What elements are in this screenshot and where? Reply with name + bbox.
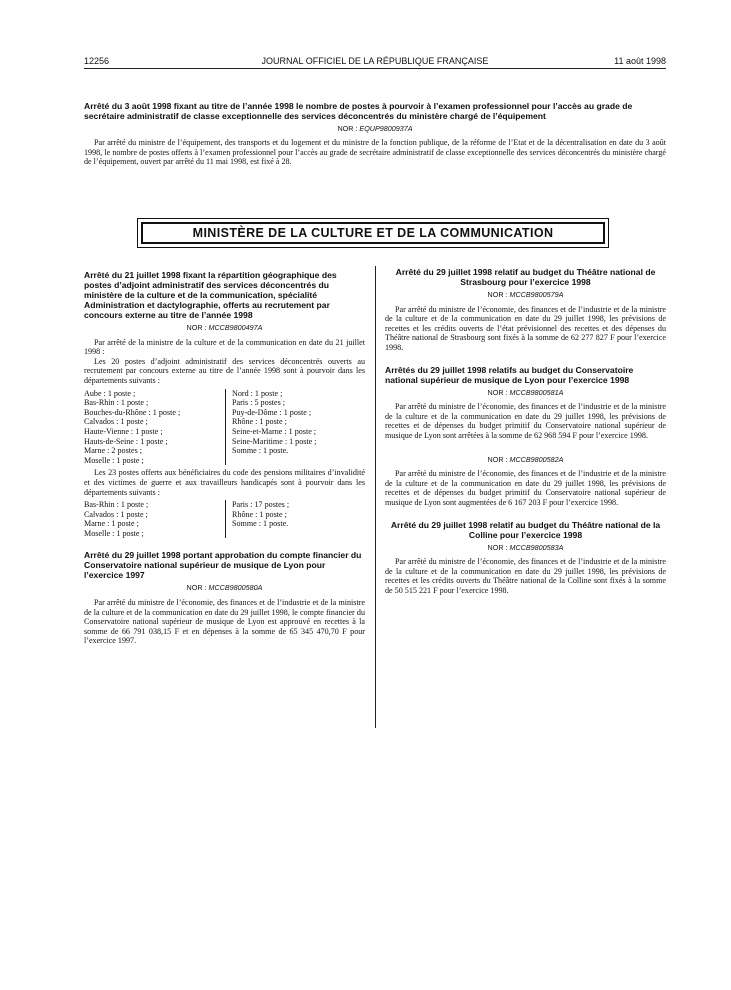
departments-list xyxy=(84,500,365,538)
issue-date: 11 août 1998 xyxy=(614,56,666,66)
paragraph: Par arrêté de la ministre de la culture et de la communication en date du 21 juillet 1998 : xyxy=(84,337,365,357)
list-item: Somme : 1 poste. xyxy=(232,446,289,456)
list-item: Calvados : 1 poste ; xyxy=(84,509,148,519)
article-title: Arrêté du 29 juillet 1998 relatif au budget du Théâtre national de la Colline pour l’exercice 1998 xyxy=(390,519,661,540)
list-item: Bouches-du-Rhône : 1 poste ; xyxy=(84,407,181,417)
list-item: Paris : 5 postes ; xyxy=(232,398,286,408)
article-nor xyxy=(385,388,666,398)
list-item: Marne : 2 postes ; xyxy=(84,446,142,456)
list-item: Rhône : 1 poste ; xyxy=(232,417,287,427)
nor-code: MCCB9800580A xyxy=(208,583,263,593)
list-item: Paris : 17 postes ; xyxy=(232,500,290,510)
paragraph: Les 20 postes d’adjoint administratif des services déconcentrés ouverts au recrutement par concours externe au titre de l’année 1998 sont à pourvoir dans les départements suivants : xyxy=(84,356,365,385)
nor-label: NOR : xyxy=(186,323,207,332)
nor-label: NOR : xyxy=(186,583,207,593)
column-divider xyxy=(375,266,376,728)
nor-label: NOR : xyxy=(487,542,508,552)
list-item: Puy-de-Dôme : 1 poste ; xyxy=(232,407,312,417)
article-theatre-colline xyxy=(385,520,666,596)
article-nor xyxy=(385,290,666,300)
list-item: Moselle : 1 poste ; xyxy=(84,455,144,465)
header-rule xyxy=(84,68,666,69)
list-item: Rhône : 1 poste ; xyxy=(232,509,287,519)
article-title: Arrêté du 21 juillet 1998 fixant la répartition géographique des postes d’adjoint administratif des services déconcentrés du ministère de la culture et de la communication, spécialité Administration et dactylographie, offerts au recrutement par concours externe au titre de l’année 1998 xyxy=(84,270,337,320)
paragraph: Par arrêté du ministre de l’économie, des finances et de l’industrie et de la ministre de la culture et de la communication en date du 29 juillet 1998, les prévisions de recettes et de dépenses du budget primitif du Conservatoire national supérieur de musique de Lyon sont arrêtées à la somme de 62 968 594 F pour l’exercice 1998. xyxy=(385,402,666,440)
ministry-heading-box xyxy=(137,218,609,248)
journal-title: JOURNAL OFFICIEL DE LA RÉPUBLIQUE FRANÇAISE xyxy=(261,56,489,66)
article-compte-financier xyxy=(84,550,365,646)
top-article xyxy=(84,101,666,167)
paragraph: Par arrêté du ministre de l’économie, des finances et de l’industrie et de la ministre de la culture et de la communication en date du 29 juillet 1998, les prévisions de recettes et de dépenses du budget primitif du Conservatoire national supérieur de musique de Lyon sont augmentées de 6 167 203 F pour l’exercice 1998. xyxy=(385,469,666,507)
top-article-body: Par arrêté du ministre de l’équipement, des transports et du logement et du ministre de la fonction publique, de la réforme de l’Etat et de la décentralisation en date du 3 août 1998, le nombre de postes offerts à l’examen professionnel pour l’accès au grade de secrétaire administratif de classe exceptionnelle des services déconcentrés du ministère chargé de l’équipement, ouvert par arrêté du 11 mai 1998, est fixé à 28. xyxy=(84,138,666,167)
list-separator xyxy=(225,389,226,466)
article-adjoint-administratif xyxy=(84,270,365,538)
list-separator xyxy=(225,500,226,538)
nor-code: MCCB9800582A xyxy=(509,454,564,464)
paragraph: Par arrêté du ministre de l’économie, des finances et de l’industrie et de la ministre de la culture et de la communication en date du 29 juillet 1998, les prévisions de recettes et les crédits ouverts de l’état prévisionnel des recettes et des dépenses du Théâtre national de Strasbourg sont fixés à la somme de 62 277 827 F pour l’exercice 1998. xyxy=(385,304,666,352)
nor-code: EQUP9800937A xyxy=(359,124,413,133)
article-nor xyxy=(385,455,666,465)
article-nor xyxy=(84,323,365,333)
paragraph: Les 23 postes offerts aux bénéficiaires du code des pensions militaires d’invalidité et des victimes de guerre et aux travailleurs handicapés sont à pourvoir dans les départements suivants : xyxy=(84,468,365,497)
departments-list-right xyxy=(232,389,317,466)
nor-label: NOR : xyxy=(487,290,508,299)
nor-code: MCCB9800579A xyxy=(509,290,564,299)
departments-list xyxy=(84,389,365,466)
departments-list-right xyxy=(232,500,289,538)
page-number: 12256 xyxy=(84,56,110,66)
list-item: Marne : 1 poste ; xyxy=(84,519,139,529)
nor-label: NOR : xyxy=(337,124,358,133)
paragraph: Par arrêté du ministre de l’économie, des finances et de l’industrie et de la ministre de la culture et de la communication en date du 29 juillet 1998, les prévisions de recettes et les crédits ouverts du Théâtre national de la Colline sont fixés à la somme de 50 515 221 F pour l’exercice 1998. xyxy=(385,557,666,595)
list-item: Moselle : 1 poste ; xyxy=(84,528,144,538)
list-item: Seine-et-Marne : 1 poste ; xyxy=(232,426,317,436)
article-conservatoire-budget xyxy=(385,365,666,508)
nor-code: MCCB9800583A xyxy=(509,542,564,552)
list-item: Somme : 1 poste. xyxy=(232,519,289,529)
top-article-title: Arrêté du 3 août 1998 fixant au titre de l’année 1998 le nombre de postes à pourvoir à l’examen professionnel pour l’accès au grade de secrétaire administratif de classe exceptionnelle des services déconcentrés du ministère chargé de l’équipement xyxy=(84,101,633,121)
nor-code: MCCB9800497A xyxy=(208,323,263,332)
article-title: Arrêté du 29 juillet 1998 portant approbation du compte financier du Conservatoire national supérieur de musique de Lyon pour l’exercice 1997 xyxy=(84,550,362,581)
list-item: Calvados : 1 poste ; xyxy=(84,417,148,427)
article-nor xyxy=(84,583,365,593)
departments-list-left xyxy=(84,389,219,466)
list-item: Nord : 1 poste ; xyxy=(232,388,283,398)
nor-label: NOR : xyxy=(487,454,508,464)
list-item: Seine-Maritime : 1 poste ; xyxy=(232,436,317,446)
article-title: Arrêtés du 29 juillet 1998 relatifs au budget du Conservatoire national supérieur de musique de Lyon pour l’exercice 1998 xyxy=(385,364,634,385)
ministry-heading: MINISTÈRE DE LA CULTURE ET DE LA COMMUNICATION xyxy=(141,222,605,244)
article-theatre-strasbourg xyxy=(385,267,666,353)
list-item: Haute-Vienne : 1 poste ; xyxy=(84,426,163,436)
departments-list-left xyxy=(84,500,219,538)
nor-label: NOR : xyxy=(487,387,508,397)
article-nor xyxy=(385,543,666,553)
left-column xyxy=(84,270,365,646)
right-column xyxy=(385,267,666,595)
article-title: Arrêté du 29 juillet 1998 relatif au budget du Théâtre national de Strasbourg pour l’exercice 1998 xyxy=(395,267,656,287)
list-item: Bas-Rhin : 1 poste ; xyxy=(84,398,149,408)
list-item: Hauts-de-Seine : 1 poste ; xyxy=(84,436,168,446)
top-article-nor xyxy=(84,124,666,133)
paragraph: Par arrêté du ministre de l’économie, des finances et de l’industrie et de la ministre de la culture et de la communication en date du 29 juillet 1998, le compte financier du Conservatoire national supérieur de musique de Lyon est approuvé en recettes à la somme de 66 791 038,15 F et en dépenses à la somme de 65 345 470,70 F pour l’exercice 1997. xyxy=(84,598,365,646)
list-item: Aube : 1 poste ; xyxy=(84,388,136,398)
nor-code: MCCB9800581A xyxy=(509,387,564,397)
list-item: Bas-Rhin : 1 poste ; xyxy=(84,500,149,510)
